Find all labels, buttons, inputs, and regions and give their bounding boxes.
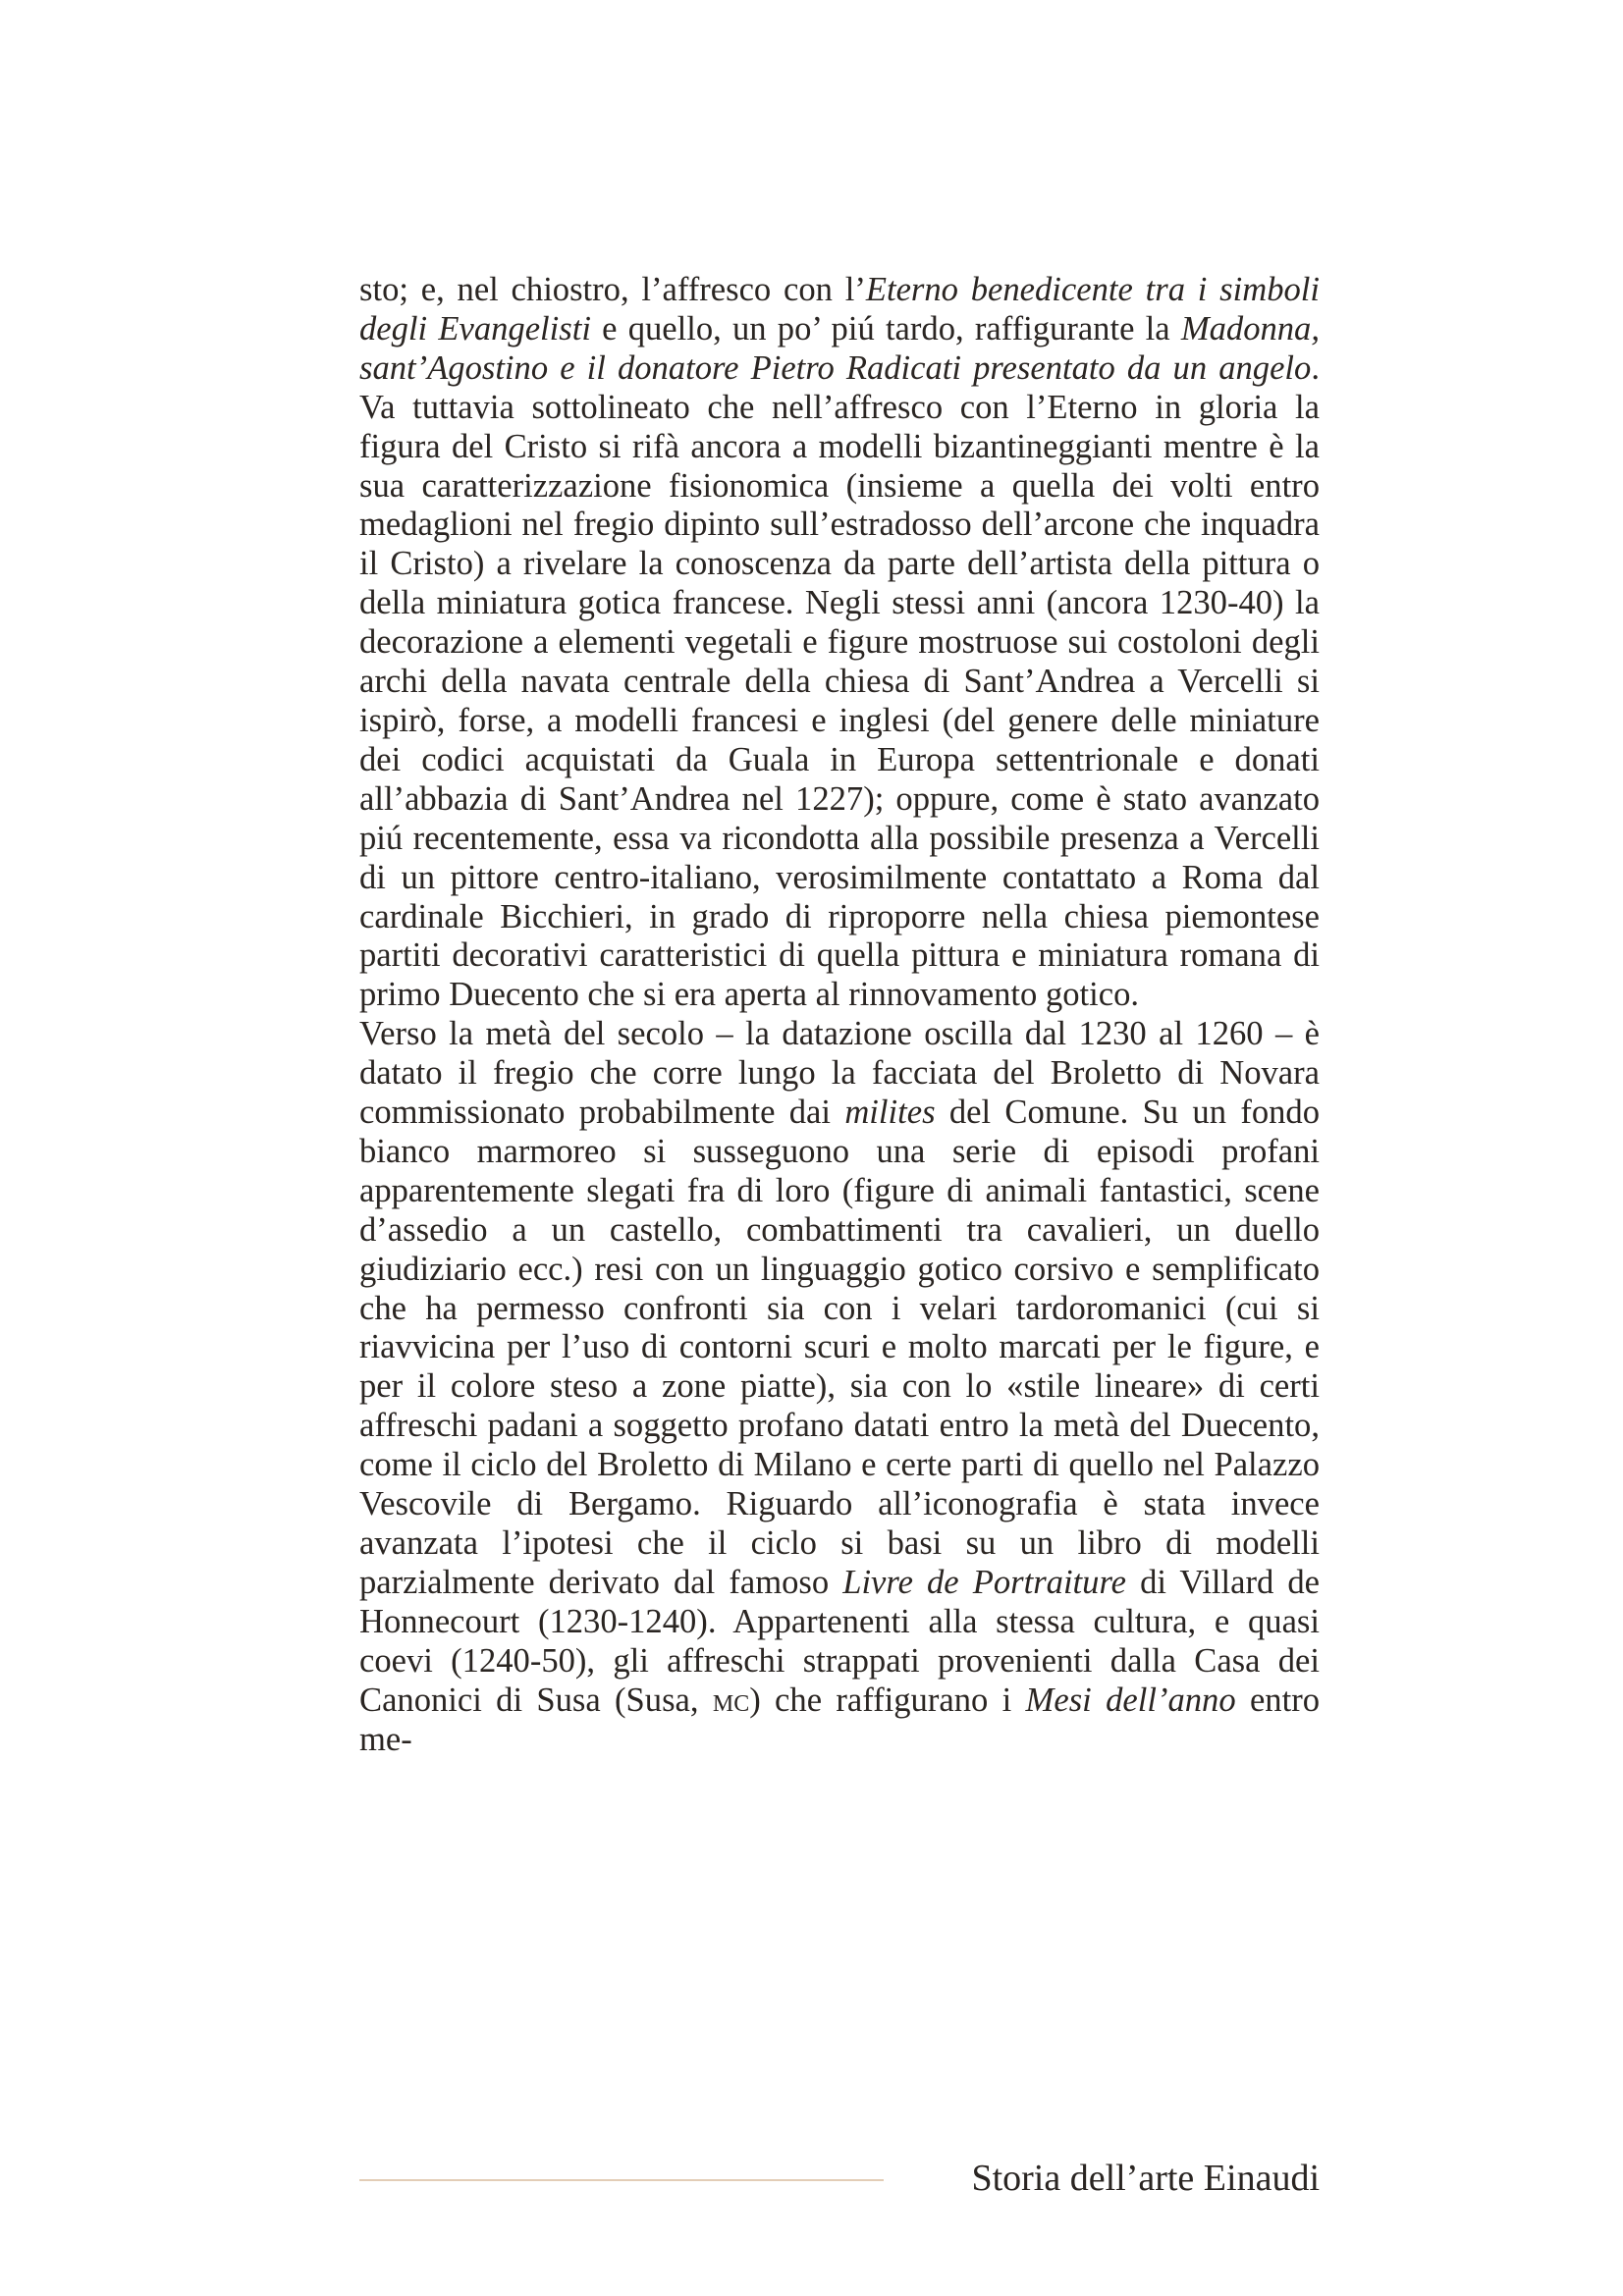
artwork-title: Eterno benedicente tra i simboli degli Evangelisti: [359, 271, 1320, 347]
text-run: . Va tuttavia sottolineato che nell’affresco con l’Eterno in gloria la figura del Cristo si rifà ancora a modelli bizantineggianti mentre è la sua caratterizzazione fisionomica (insieme a quella dei volti entro medaglioni nel fregio dipinto sull’estradosso dell’arcone che inquadra il Cristo) a rivelare la conoscenza da parte dell’artista della pittura o della miniatura gotica francese. Negli stessi anni (ancora 1230-40) la decorazione a elementi vegetali e figure mostruose sui costoloni degli archi della navata centrale della chiesa di Sant’Andrea a Vercelli si ispirò, forse, a modelli francesi e inglesi (del genere delle miniature dei codici acquistati da Guala in Europa settentrionale e donati all’abbazia di Sant’Andrea nel 1227); oppure, come è stato avanzato piú recentemente, essa va ricondotta alla possibile presenza a Vercelli di un pittore centro-italiano, verosimilmente contattato a Roma dal cardinale Bicchieri, in grado di riproporre nella chiesa piemontese partiti decorativi caratteristici di quella pittura e miniatura romana di primo Duecento che si era aperta al rinnovamento gotico.: [359, 348, 1320, 1014]
text-run: del Comune. Su un fondo bianco marmoreo si susseguono una serie di episodi profani apparentemente slegati fra di loro (figure di animali fantastici, scene d’assedio a un castello, combattimenti tra cavalieri, un duello giudiziario ecc.) resi con un linguaggio gotico corsivo e semplificato che ha permesso confronti sia con i velari tardoromanici (cui si riavvicina per l’uso di contorni scuri e molto marcati per le figure, e per il colore steso a zone piatte), sia con lo «stile lineare» di certi affreschi padani a soggetto profano datati entro la metà del Duecento, come il ciclo del Broletto di Milano e certe parti di quello nel Palazzo Vescovile di Bergamo. Riguardo all’iconografia è stata invece avanzata l’ipotesi che il ciclo si basi su un libro di modelli parzialmente derivato dal famoso: [359, 1094, 1320, 1601]
text-run: ) che raffigurano i: [749, 1681, 1026, 1719]
text-run: Verso la metà del secolo – la datazione oscilla dal 1230 al 1260 – è datato il fregio che corre lungo la facciata del Broletto di Novara commissionato probabilmente dai: [359, 1015, 1320, 1132]
text-run: sto; e, nel chiostro, l’affresco con l’: [359, 271, 866, 308]
artwork-title: Madonna, sant’Agostino e il donatore Pietro Radicati presentato da un angelo: [359, 309, 1320, 387]
body-text: [359, 271, 1320, 1759]
artwork-title: Mesi dell’anno: [1025, 1681, 1236, 1719]
text-run: e quello, un po’ piú tardo, raffigurante la: [590, 309, 1181, 347]
latin-term: milites: [844, 1094, 936, 1132]
paragraph-1: [359, 271, 1320, 1015]
footer-title: Storia dell’arte Einaudi: [971, 2158, 1320, 2199]
book-title: Livre de Portraiture: [842, 1563, 1126, 1601]
museum-abbreviation: mc: [712, 1681, 750, 1719]
paragraph-2: [359, 1015, 1320, 1759]
text-run: di Villard de Honnecourt (1230-1240). Appartenenti alla stessa cultura, e quasi coevi (1240-50), gli affreschi strappati provenienti dalla Casa dei Canonici di Susa (Susa,: [359, 1563, 1321, 1719]
text-run: entro me-: [359, 1681, 1321, 1758]
footer-rule: [359, 2179, 884, 2181]
